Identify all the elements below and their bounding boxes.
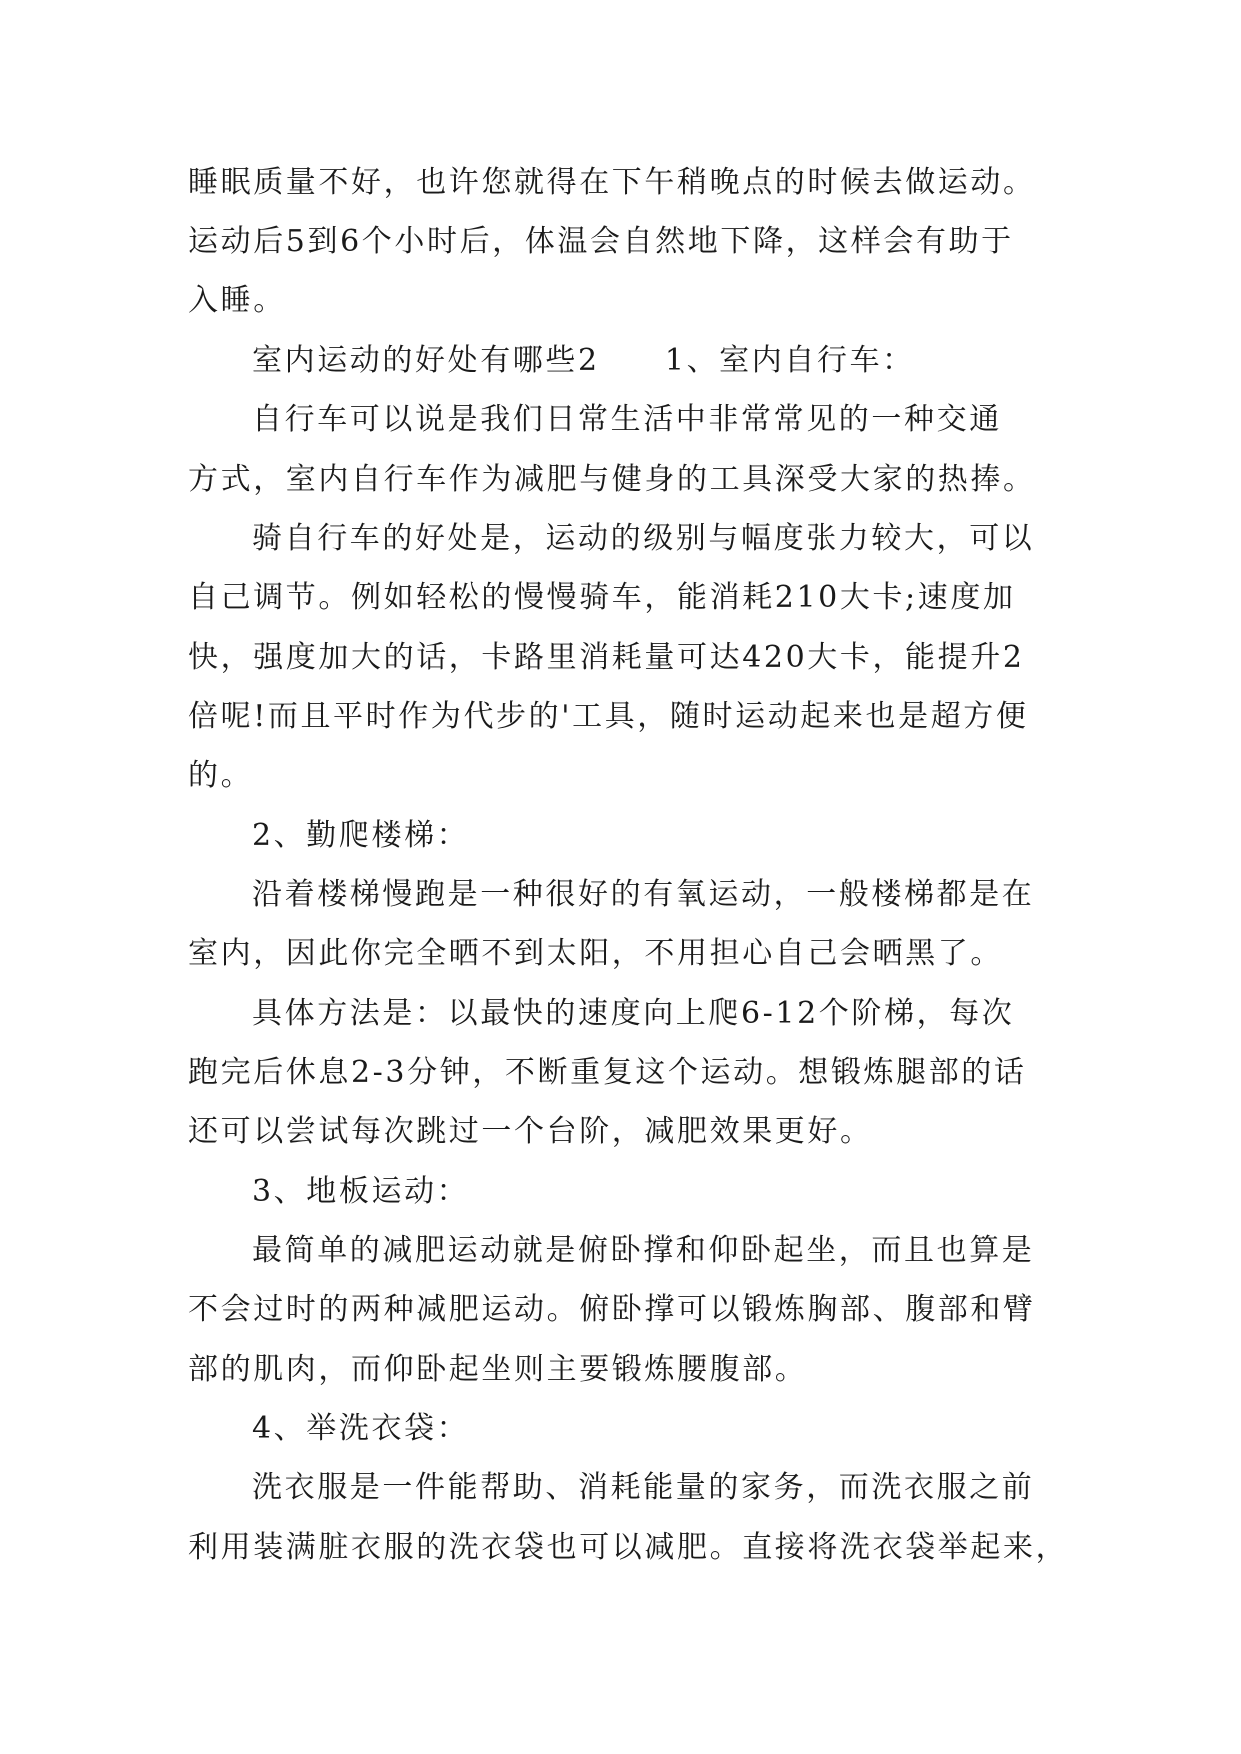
- section-heading: 室内运动的好处有哪些2 1、室内自行车：: [252, 343, 915, 378]
- text-line: 沿着楼梯慢跑是一种很好的有氧运动，一般楼梯都是在: [252, 877, 1035, 912]
- text-line: 骑自行车的好处是，运动的级别与幅度张力较大，可以: [252, 521, 1035, 556]
- text-line: 洗衣服是一件能帮助、消耗能量的家务，而洗衣服之前: [252, 1470, 1035, 1505]
- text-line: 最简单的减肥运动就是俯卧撑和仰卧起坐，而且也算是: [252, 1233, 1035, 1268]
- text-line: 自己调节。例如轻松的慢慢骑车，能消耗210大卡;速度加: [188, 580, 1016, 615]
- text-line: 利用装满脏衣服的洗衣袋也可以减肥。直接将洗衣袋举起来，: [188, 1530, 1069, 1565]
- text-line: 睡眠质量不好，也许您就得在下午稍晚点的时候去做运动。: [188, 165, 1036, 200]
- text-line: 自行车可以说是我们日常生活中非常常见的一种交通: [252, 402, 1002, 437]
- text-line: 运动后5到6个小时后，体温会自然地下降，这样会有助于: [188, 224, 1014, 259]
- text-line: 入睡。: [188, 283, 286, 318]
- text-line: 跑完后休息2-3分钟，不断重复这个运动。想锻炼腿部的话: [188, 1055, 1027, 1090]
- text-line: 倍呢!而且平时作为代步的'工具，随时运动起来也是超方便: [188, 699, 1029, 734]
- text-line: 还可以尝试每次跳过一个台阶，减肥效果更好。: [188, 1114, 873, 1149]
- text-line: 室内，因此你完全晒不到太阳，不用担心自己会晒黑了。: [188, 936, 1003, 971]
- text-line: 快，强度加大的话，卡路里消耗量可达420大卡，能提升2: [188, 640, 1025, 675]
- text-line: 部的肌肉，而仰卧起坐则主要锻炼腰腹部。: [188, 1352, 808, 1387]
- text-line: 具体方法是：以最快的速度向上爬6-12个阶梯，每次: [252, 996, 1015, 1031]
- text-line: 方式，室内自行车作为减肥与健身的工具深受大家的热捧。: [188, 462, 1036, 497]
- text-line: 的。: [188, 758, 254, 793]
- section-heading: 2、勤爬楼梯：: [252, 818, 470, 853]
- section-heading: 3、地板运动：: [252, 1174, 470, 1209]
- section-heading: 4、举洗衣袋：: [252, 1411, 470, 1446]
- text-line: 不会过时的两种减肥运动。俯卧撑可以锻炼胸部、腹部和臂: [188, 1292, 1036, 1327]
